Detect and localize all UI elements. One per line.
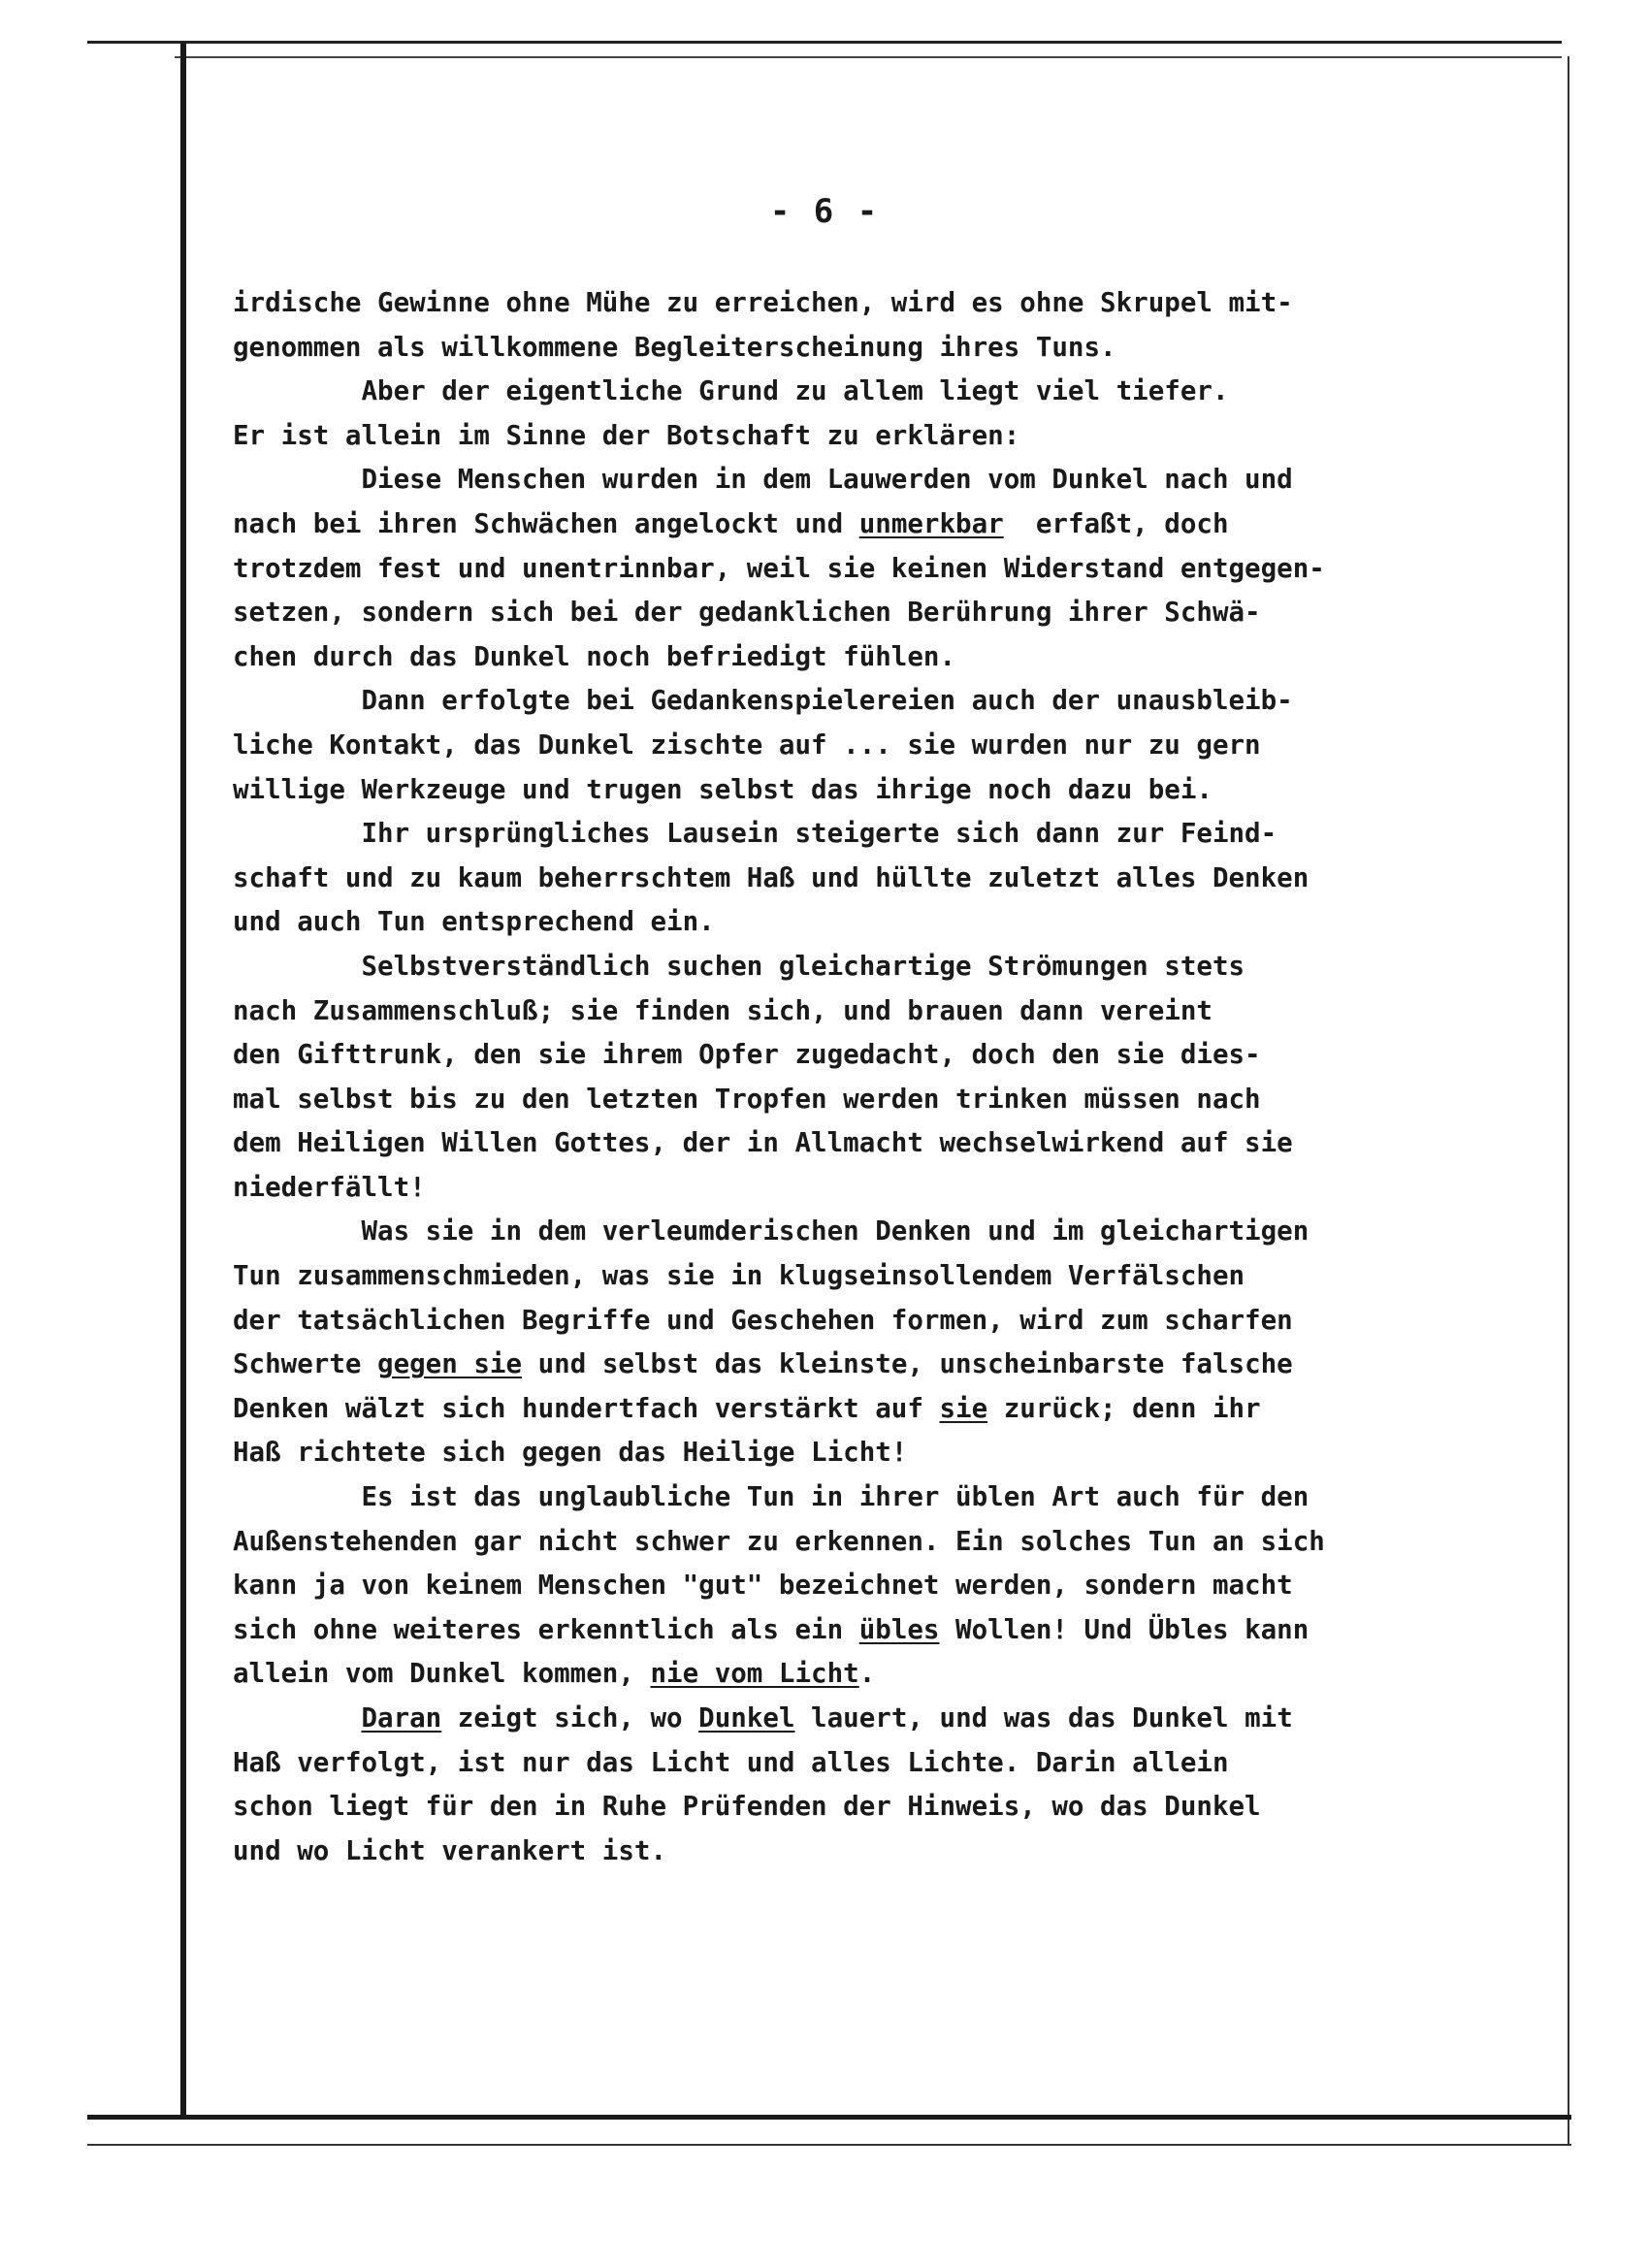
text-line — [233, 1741, 1533, 1786]
text-line — [233, 1121, 1533, 1166]
underlined-text: übles — [858, 1613, 940, 1645]
text-segment: erfaßt, doch — [1003, 507, 1229, 539]
text-line — [233, 1299, 1533, 1344]
text-line — [233, 679, 1533, 724]
text-segment: Was sie in dem verleumderischen Denken und im gleichartigen — [233, 1215, 1310, 1247]
underlined-text: unmerkbar — [858, 507, 1004, 539]
text-segment: Es ist das unglaubliche Tun in ihrer üblen Art auch für den — [233, 1481, 1310, 1513]
text-line — [233, 1387, 1533, 1432]
text-segment: sich ohne weiteres erkenntlich als ein — [233, 1613, 859, 1645]
text-segment: genommen als willkommene Begleiterscheinung ihres Tuns. — [233, 331, 1116, 363]
text-segment: nach Zusammenschluß; sie finden sich, und brauen dann vereint — [233, 994, 1212, 1026]
text-segment: und wo Licht verankert ist. — [233, 1834, 667, 1866]
text-segment: Selbstverständlich suchen gleichartige Strömungen stets — [233, 950, 1245, 982]
text-segment: der tatsächlichen Begriffe und Geschehen formen, wird zum scharfen — [233, 1304, 1293, 1336]
text-line — [233, 1697, 1533, 1741]
frame-bottom-outer-rule — [87, 2144, 1571, 2146]
text-line — [233, 1475, 1533, 1520]
text-line — [233, 414, 1533, 459]
text-segment: . — [858, 1658, 876, 1690]
text-segment: und auch Tun entsprechend ein. — [233, 906, 715, 938]
text-segment: trotzdem fest und unentrinnbar, weil sie keinen Widerstand entgegen- — [233, 552, 1325, 584]
frame-bottom-rule — [87, 2115, 1571, 2120]
text-line — [233, 281, 1533, 326]
text-line — [233, 1564, 1533, 1608]
text-segment: irdische Gewinne ohne Mühe zu erreichen, wird es ohne Skrupel mit- — [233, 287, 1293, 318]
underlined-text: Dunkel — [698, 1702, 795, 1733]
text-segment: Außenstehenden gar nicht schwer zu erkennen. Ein solches Tun an sich — [233, 1525, 1325, 1557]
text-line — [233, 591, 1533, 635]
text-segment: schaft und zu kaum beherrschtem Haß und hüllte zuletzt alles Denken — [233, 861, 1310, 893]
text-segment: schon liegt für den in Ruhe Prüfenden der Hinweis, wo das Dunkel — [233, 1791, 1261, 1823]
text-segment: niederfällt! — [233, 1171, 426, 1203]
text-line — [233, 1210, 1533, 1254]
text-segment: Haß richtete sich gegen das Heilige Licht! — [233, 1437, 908, 1469]
text-line — [233, 768, 1533, 813]
text-segment: willige Werkzeuge und trugen selbst das ihrige noch dazu bei. — [233, 773, 1212, 805]
text-segment: nach bei ihren Schwächen angelockt und — [233, 507, 859, 539]
text-line — [233, 989, 1533, 1034]
text-segment: zeigt sich, wo — [441, 1702, 699, 1733]
text-segment: setzen, sondern sich bei der gedanklichen Berührung ihrer Schwä- — [233, 597, 1261, 629]
text-line — [233, 1254, 1533, 1299]
text-line — [233, 1652, 1533, 1697]
text-line — [233, 1166, 1533, 1211]
underlined-text: gegen sie — [377, 1348, 523, 1380]
text-line — [233, 502, 1533, 547]
text-segment: allein vom Dunkel kommen, — [233, 1658, 651, 1690]
underlined-text: Daran — [361, 1702, 442, 1733]
text-segment: Haß verfolgt, ist nur das Licht und alles Lichte. Darin allein — [233, 1746, 1229, 1778]
text-segment: Ihr ursprüngliches Lausein steigerte sich dann zur Feind- — [233, 818, 1277, 850]
text-line — [233, 547, 1533, 592]
text-line — [233, 945, 1533, 989]
text-line — [233, 326, 1533, 371]
text-segment: Tun zusammenschmieden, was sie in klugseinsollendem Verfälschen — [233, 1260, 1245, 1292]
text-segment: mal selbst bis zu den letzten Tropfen werden trinken müssen nach — [233, 1083, 1261, 1115]
text-segment: Dann erfolgte bei Gedankenspielereien auch der unausbleib- — [233, 685, 1293, 717]
text-line — [233, 1785, 1533, 1830]
underlined-text: sie — [939, 1392, 988, 1424]
text-line — [233, 1608, 1533, 1653]
text-line — [233, 1520, 1533, 1565]
text-segment: Wollen! Und Übles kann — [939, 1613, 1310, 1645]
text-line — [233, 1078, 1533, 1122]
underlined-text: nie vom Licht — [650, 1658, 859, 1690]
text-line — [233, 370, 1533, 414]
frame-right-rule — [1568, 56, 1569, 2146]
text-line — [233, 900, 1533, 945]
text-segment: dem Heiligen Willen Gottes, der in Allmacht wechselwirkend auf sie — [233, 1127, 1293, 1159]
text-line — [233, 1431, 1533, 1475]
document-body — [233, 281, 1533, 1873]
text-segment: chen durch das Dunkel noch befriedigt fühlen. — [233, 640, 956, 672]
text-line — [233, 724, 1533, 768]
text-segment: liche Kontakt, das Dunkel zischte auf ... sie wurden nur zu gern — [233, 729, 1261, 761]
text-segment: lauert, und was das Dunkel mit — [794, 1702, 1293, 1733]
text-line — [233, 458, 1533, 502]
text-segment: den Gifttrunk, den sie ihrem Opfer zugedacht, doch den sie dies- — [233, 1039, 1261, 1071]
text-line — [233, 1830, 1533, 1874]
page-number: - 6 - — [769, 192, 880, 231]
text-segment: zurück; denn ihr — [987, 1392, 1261, 1424]
frame-top-inner-rule — [175, 56, 1562, 58]
text-segment: Denken wälzt sich hundertfach verstärkt auf — [233, 1392, 940, 1424]
text-line — [233, 857, 1533, 901]
text-segment: kann ja von keinem Menschen "gut" bezeichnet werden, sondern macht — [233, 1570, 1293, 1602]
text-segment: Diese Menschen wurden in dem Lauwerden vom Dunkel nach und — [233, 464, 1293, 496]
frame-top-rule — [87, 41, 1562, 44]
text-segment: und selbst das kleinste, unscheinbarste falsche — [522, 1348, 1293, 1380]
text-line — [233, 812, 1533, 857]
text-segment: Er ist allein im Sinne der Botschaft zu erklären: — [233, 419, 1020, 451]
text-line — [233, 1033, 1533, 1078]
text-line — [233, 635, 1533, 680]
frame-left-rule — [180, 43, 186, 2119]
text-segment: Aber der eigentliche Grund zu allem liegt viel tiefer. — [233, 375, 1229, 407]
text-segment — [233, 1702, 361, 1733]
text-segment: Schwerte — [233, 1348, 378, 1380]
text-line — [233, 1343, 1533, 1387]
